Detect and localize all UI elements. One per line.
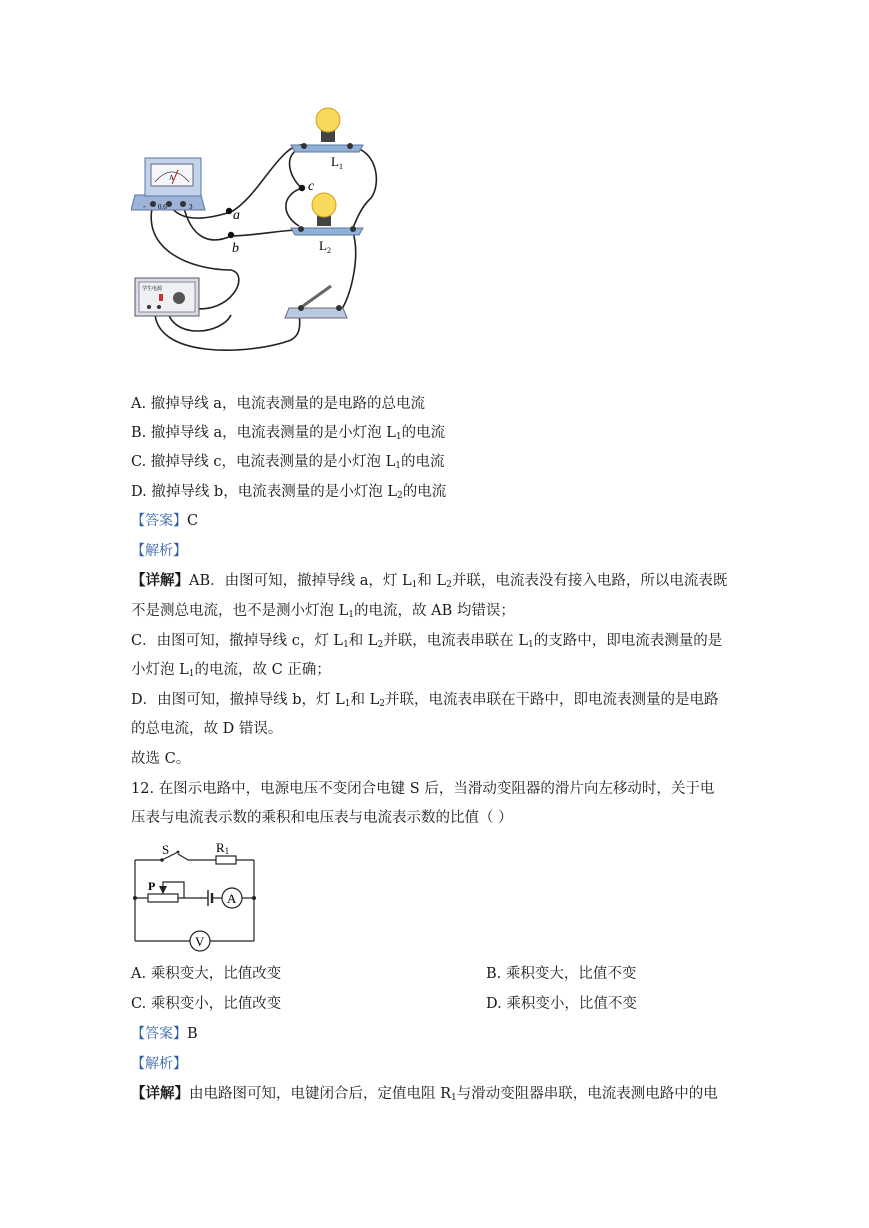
bulb-l2-label: $L_2$ [319,238,331,255]
q12-option-d: D. 乘积变小，比值不变 [486,996,637,1012]
q12-option-b: B. 乘积变大，比值不变 [486,966,637,982]
q12-detail-line-1: 【详解】由电路图可知，电键闭合后，定值电阻 $R_1$与滑动变阻器串联，电流表测电路中的电 [131,1085,718,1103]
svg-text:3: 3 [189,203,193,211]
q12-option-c: C. 乘积变小，比值改变 [131,996,282,1012]
q12-option-a: A. 乘积变大，比值改变 [131,966,282,982]
q12-stem-line-2: 压表与电流表示数的乘积和电压表与电流表示数的比值（ ） [131,810,513,826]
q11-detail-line-1: 【详解】AB．由图可知，撤掉导线 a，灯 $L_1$和 $L_2$并联，电流表没有接入电路，所以电流表既 [131,572,728,590]
q12-stem-line-1: 12. 在图示电路中，电源电压不变闭合电键 S 后，当滑动变阻器的滑片向左移动时，关于电 [131,781,715,797]
q11-option-d: D. 撤掉导线 b，电流表测量的是小灯泡 $L_2$的电流 [131,484,447,501]
q12-circuit-diagram [128,838,268,952]
bulb-l2-icon [291,193,363,235]
q11-conclusion: 故选 C。 [131,751,191,767]
q11-answer: 【答案】C [131,513,199,529]
ammeter-icon [131,158,205,211]
svg-text:A: A [169,174,175,182]
switch-icon [285,286,347,318]
switch-s-label: S [162,842,170,857]
q11-detail-line-2: 不是测总电流，也不是测小灯泡 $L_1$的电流，故 AB 均错误； [131,603,515,620]
svg-text:-: - [143,202,146,211]
q11-detail-line-6: 的总电流，故 D 错误。 [131,721,283,737]
bulb-l1-icon [291,108,363,152]
q11-analysis-heading: 【解析】 [131,543,187,559]
wire-label-c: c [308,179,315,194]
q11-option-a: A. 撤掉导线 a，电流表测量的是电路的总电流 [131,396,425,412]
q12-answer: 【答案】B [131,1026,198,1042]
power-supply-icon [135,278,199,316]
q11-detail-line-4: 小灯泡 $L_1$的电流，故 C 正确； [131,662,331,679]
q11-option-c: C. 撤掉导线 c，电流表测量的是小灯泡 $L_1$的电流 [131,454,445,471]
bulb-l1-label: $L_1$ [331,154,343,171]
q11-detail-line-5: D．由图可知，撤掉导线 b，灯 $L_1$和 $L_2$并联，电流表串联在干路中，即电流表测量的是电路 [131,692,719,709]
q11-option-b: B. 撤掉导线 a，电流表测量的是小灯泡 $L_1$的电流 [131,425,446,442]
svg-text:0.6: 0.6 [158,203,167,211]
resistor-r1-label: R1 [216,840,230,856]
svg-text:学生电源: 学生电源 [142,287,163,292]
circuit-apparatus-figure [131,100,391,358]
wire-label-b: b [232,241,239,256]
q12-analysis-heading: 【解析】 [131,1056,187,1072]
ammeter-a-label: A [227,891,237,906]
slider-p-label: P [148,879,156,893]
voltmeter-v-label: V [195,934,205,949]
wire-label-a: a [233,208,240,223]
q11-detail-line-3: C．由图可知，撤掉导线 c，灯 $L_1$和 $L_2$并联，电流表串联在 $L_1$的支路中，即电流表测量的是 [131,633,723,650]
